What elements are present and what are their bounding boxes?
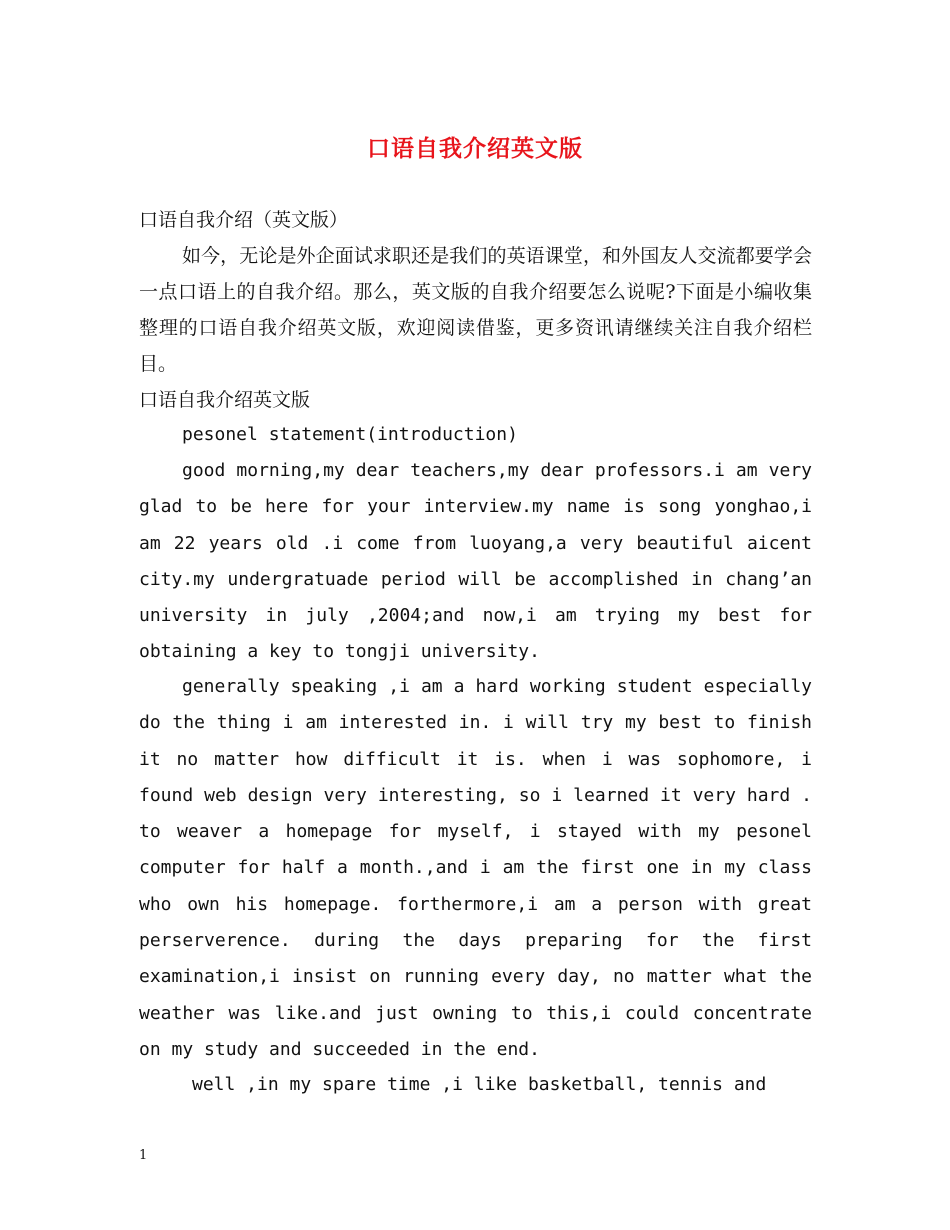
english-heading: pesonel statement(introduction) [182,424,518,445]
english-paragraph: well ,in my spare time ,i like basketball, tennis and [192,1074,767,1095]
english-paragraph: good morning,my dear teachers,my dear professors.i am very glad to be here for your interview.my name is song yonghao,i am 22 years old .i come from luoyang,a very beautiful aicent city.my undergratuade period will be accomplished in chang’an university in july ,2004;and now,i am trying my best for obtaining a key to tongji university. [139,460,812,663]
intro-paragraph: 如今，无论是外企面试求职还是我们的英语课堂，和外国友人交流都要学会一点口语上的自我介绍。那么，英文版的自我介绍要怎么说呢?下面是小编收集整理的口语自我介绍英文版，欢迎阅读借鉴，更多资讯请继续关注自我介绍栏目。 [139,245,812,375]
english-paragraph: generally speaking ,i am a hard working student especially do the thing i am interested in. i will try my best to finish it no matter how difficult it is. when i was sophomore, i found web design very interesting, so i learned it very hard . to weaver a homepage for myself, i stayed with my pesonel computer for half a month.,and i am the first one in my class who own his homepage. forthermore,i am a person with great perserverence. during the days preparing for the first examination,i insist on running every day, no matter what the weather was like.and just owning to this,i could concentrate on my study and succeeded in the end. [139,676,812,1060]
section-heading: 口语自我介绍（英文版） [139,209,349,231]
document-title: 口语自我介绍英文版 [367,135,583,162]
section-subheading: 口语自我介绍英文版 [139,389,311,411]
page-number: 1 [139,1148,148,1163]
